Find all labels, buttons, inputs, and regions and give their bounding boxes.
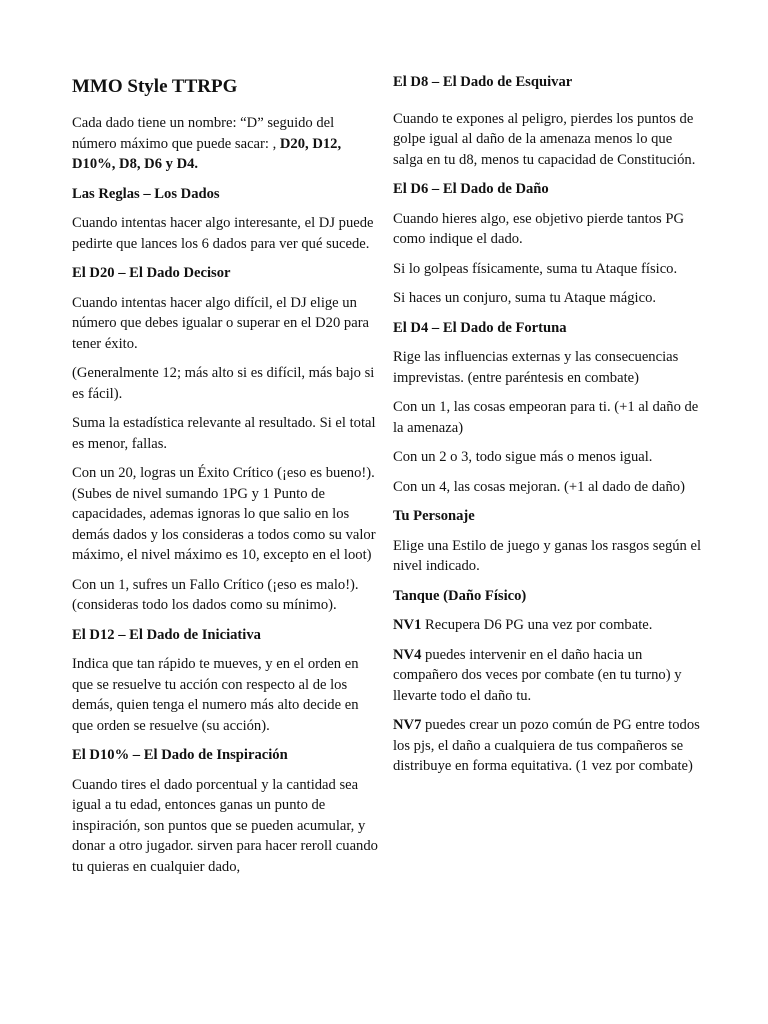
- right-column: [393, 70, 703, 786]
- d20-paragraph-2: (Generalmente 12; más alto si es difícil, más bajo si es fácil).: [72, 365, 375, 402]
- tank-nv4-label: NV4: [393, 646, 422, 663]
- d10-paragraph-1: Cuando tires el dado porcentual y la cantidad sea igual a tu edad, entonces ganas un punto de inspiración, son puntos que se pueden acumular, y donar a otro jugador. sirven para hacer reroll cuando tu quieras en cualquier dado,: [72, 776, 378, 875]
- d4-paragraph-4: Con un 4, las cosas mejoran. (+1 al dado de daño): [393, 478, 685, 495]
- d4-paragraph-2: Con un 1, las cosas empeoran para ti. (+1 al daño de la amenaza): [393, 399, 699, 436]
- document-title: MMO Style TTRPG: [72, 76, 238, 97]
- tank-nv7-paragraph: [393, 715, 703, 777]
- d10-heading: El D10% – El Dado de Inspiración: [72, 747, 288, 763]
- rules-heading: Las Reglas – Los Dados: [72, 185, 220, 202]
- d20-paragraph-1: Cuando intentas hacer algo difícil, el DJ elige un número que debes igualar o superar en el D20 para tener éxito.: [72, 294, 370, 352]
- left-column: [72, 70, 378, 886]
- d4-heading: El D4 – El Dado de Fortuna: [393, 319, 567, 336]
- d20-paragraph-4: Con un 20, logras un Éxito Crítico (¡eso es bueno!). (Subes de nivel sumando 1PG y 1 Punto de capacidades, ademas ignoras lo que salio en los demás dados y los consideras a todos como su valor máximo, el nivel máximo es 10, excepto en el loot): [72, 465, 376, 563]
- tank-nv7-label: NV7: [393, 717, 422, 733]
- intro-text: Cada dado tiene un nombre: “D” seguido del número máximo que puede sacar: ,: [72, 115, 335, 152]
- character-heading: Tu Personaje: [393, 508, 475, 524]
- d6-heading: El D6 – El Dado de Daño: [393, 181, 549, 197]
- tank-nv1-paragraph: [393, 615, 703, 636]
- d4-paragraph-1: Rige las influencias externas y las consecuencias imprevistas. (entre paréntesis en combate): [393, 349, 679, 386]
- tank-nv4-text: puedes intervenir en el daño hacia un compañero dos veces por combate (en tu turno) y llevarte todo el daño tu.: [393, 646, 682, 704]
- tank-nv1-text: Recupera D6 PG una vez por combate.: [421, 617, 653, 633]
- d12-paragraph-1: Indica que tan rápido te mueves, y en el orden en que se resuelve tu acción con respecto al de los demás, quien tenga el numero más alto decide en que orden se resuelve (su acción).: [72, 656, 359, 734]
- tank-nv7-text: puedes crear un pozo común de PG entre todos los pjs, el daño a cualquiera de tus compañeros se distribuye en forma equitativa. (1 vez por combate): [393, 717, 700, 774]
- d20-paragraph-5: Con un 1, sufres un Fallo Crítico (¡eso es malo!). (consideras todo los dados como su mínimo).: [72, 576, 359, 613]
- d8-paragraph-1: Cuando te expones al peligro, pierdes los puntos de golpe igual al daño de la amenaza menos lo que salga en tu d8, menos tu capacidad de Constitución.: [393, 110, 696, 168]
- intro-paragraph: [72, 113, 378, 175]
- d20-heading: El D20 – El Dado Decisor: [72, 265, 231, 281]
- rules-paragraph: Cuando intentas hacer algo interesante, el DJ puede pedirte que lances los 6 dados para ver qué sucede.: [72, 215, 374, 252]
- tank-nv1-label: NV1: [393, 617, 422, 633]
- d6-paragraph-1: Cuando hieres algo, ese objetivo pierde tantos PG como indique el dado.: [393, 210, 684, 247]
- d4-paragraph-3: Con un 2 o 3, todo sigue más o menos igual.: [393, 449, 653, 465]
- d20-paragraph-3: Suma la estadística relevante al resultado. Si el total es menor, fallas.: [72, 415, 376, 452]
- character-paragraph-1: Elige una Estilo de juego y ganas los rasgos según el nivel indicado.: [393, 537, 702, 574]
- d6-paragraph-3: Si haces un conjuro, suma tu Ataque mágico.: [393, 290, 657, 306]
- d8-heading: El D8 – El Dado de Esquivar: [393, 74, 573, 90]
- tank-nv4-paragraph: [393, 645, 703, 707]
- intro-dice-list: D20, D12, D10%, D8, D6 y D4.: [72, 135, 342, 172]
- d6-paragraph-2: Si lo golpeas físicamente, suma tu Ataque físico.: [393, 260, 678, 277]
- d12-heading: El D12 – El Dado de Iniciativa: [72, 626, 261, 643]
- tank-heading: Tanque (Daño Físico): [393, 587, 527, 604]
